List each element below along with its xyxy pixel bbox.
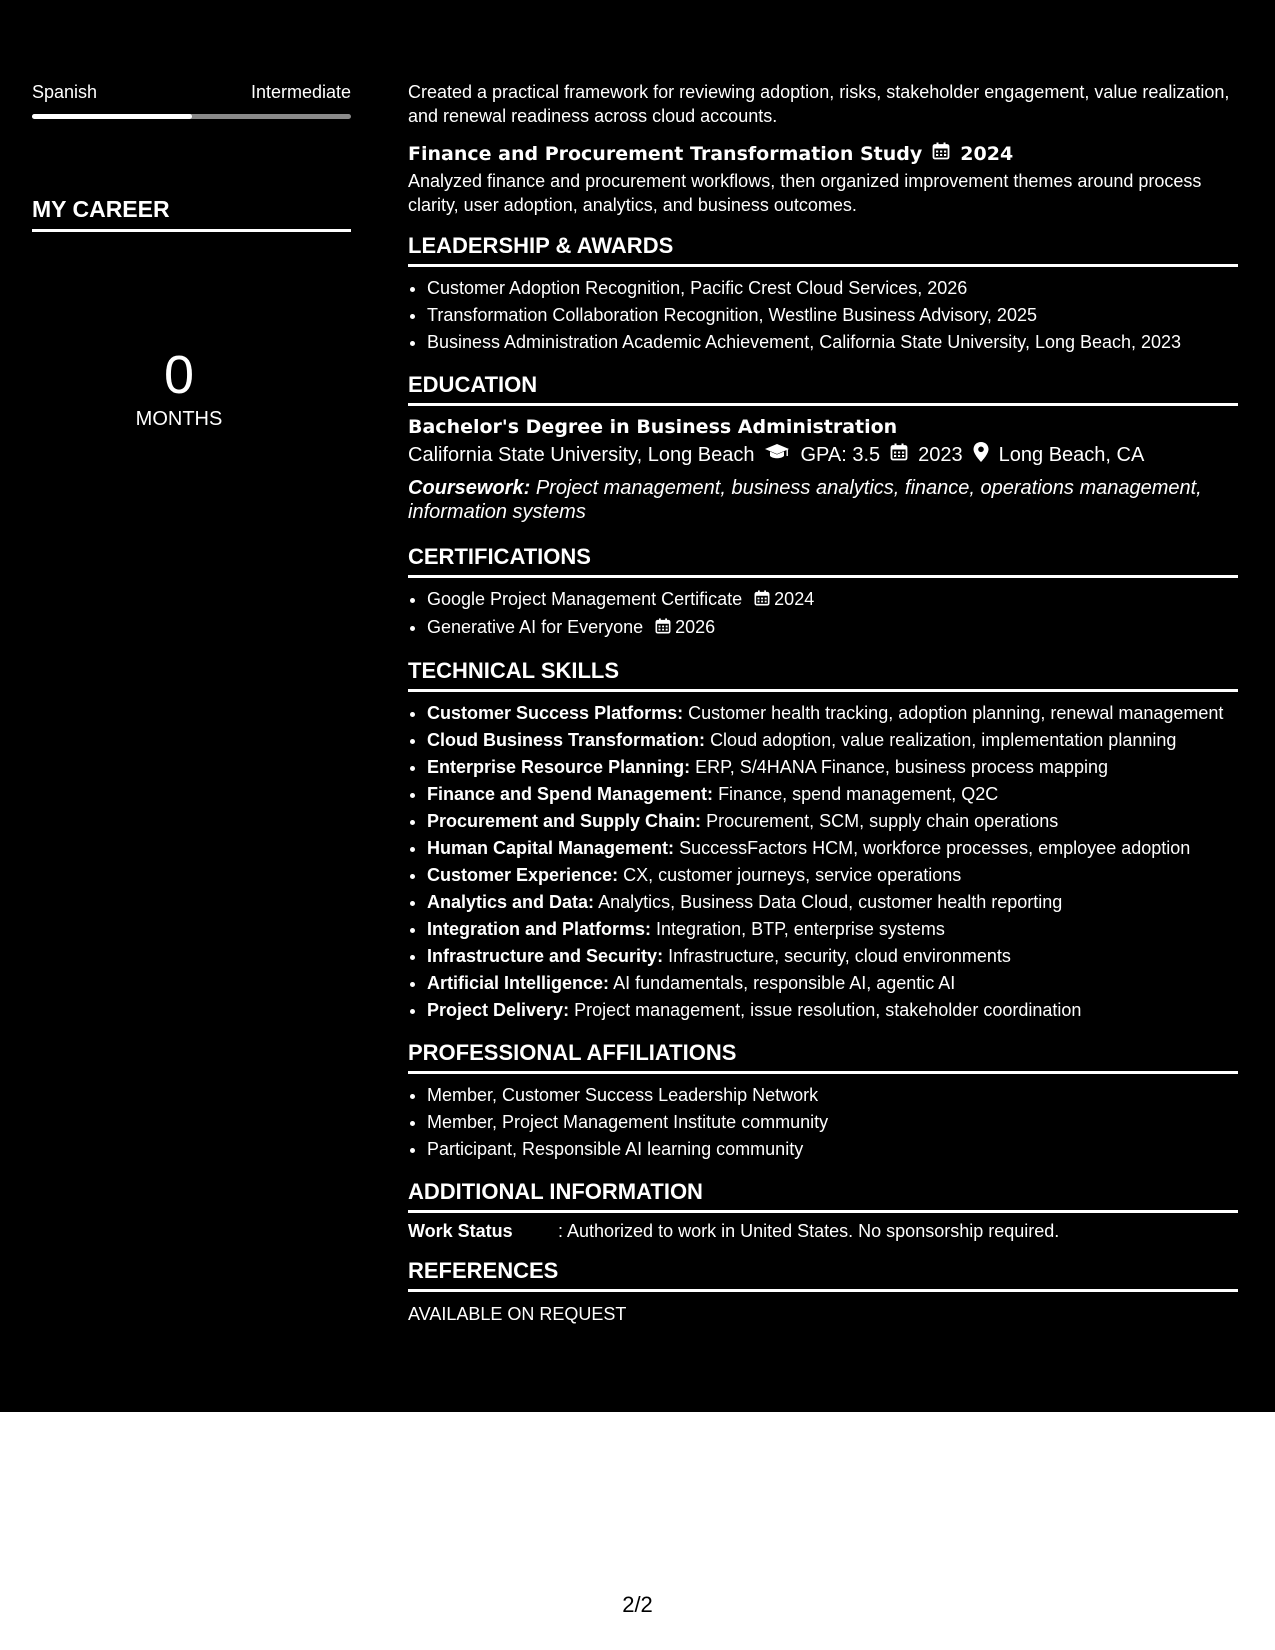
certification-year: 2026 <box>675 616 716 637</box>
skill-text: Analytics, Business Data Cloud, customer health reporting <box>598 891 1063 912</box>
career-count: 0 <box>163 345 195 405</box>
references-text: AVAILABLE ON REQUEST <box>408 1303 627 1324</box>
skill-label: Project Delivery: <box>427 999 570 1020</box>
skills-heading: TECHNICAL SKILLS <box>408 658 1238 692</box>
page-number: 2/2 <box>622 1592 653 1617</box>
skill-label: Cloud Business Transformation: <box>427 729 706 750</box>
skill-item <box>427 727 1238 754</box>
skill-label: Artificial Intelligence: <box>427 972 610 993</box>
project-title: Finance and Procurement Transformation Study <box>408 142 923 165</box>
education-coursework <box>408 476 1238 524</box>
language-name: Spanish <box>32 82 98 102</box>
skill-item <box>427 916 1238 943</box>
language-row <box>32 82 351 103</box>
skill-label: Analytics and Data: <box>427 891 595 912</box>
skill-text: ERP, S/4HANA Finance, business process mapping <box>695 756 1108 777</box>
education-school: California State University, Long Beach <box>408 443 755 466</box>
work-status-label: Work Status <box>408 1220 513 1241</box>
calendar-icon <box>655 615 671 642</box>
skill-item <box>427 997 1238 1024</box>
skill-item <box>427 700 1238 727</box>
education-gpa: GPA: 3.5 <box>800 443 881 466</box>
affiliation-item: • Participant, Responsible AI learning community <box>427 1136 1238 1163</box>
skill-item <box>427 862 1238 889</box>
graduation-cap-icon <box>764 443 790 467</box>
certifications-list <box>408 586 1238 642</box>
skill-item <box>427 970 1238 997</box>
education-location: Long Beach, CA <box>998 443 1145 466</box>
affiliation-item: • Member, Project Management Institute community <box>427 1109 1238 1136</box>
skill-text: Cloud adoption, value realization, implementation planning <box>710 729 1177 750</box>
skill-label: Finance and Spend Management: <box>427 783 714 804</box>
education-degree: Bachelor's Degree in Business Administration <box>408 416 898 438</box>
language-proficiency-bar <box>32 114 351 119</box>
awards-heading: LEADERSHIP & AWARDS <box>408 233 1238 267</box>
skill-item <box>427 808 1238 835</box>
skill-item <box>427 835 1238 862</box>
skill-text: AI fundamentals, responsible AI, agentic AI <box>613 972 956 993</box>
education-heading: EDUCATION <box>408 372 1238 406</box>
calendar-icon <box>890 443 908 467</box>
awards-list <box>408 275 1238 356</box>
skill-item <box>427 754 1238 781</box>
project-title-row <box>408 142 1238 165</box>
award-item: • Transformation Collaboration Recognition, Westline Business Advisory, 2025 <box>427 302 1238 329</box>
sidebar <box>0 0 380 1412</box>
skill-label: Customer Experience: <box>427 864 619 885</box>
skill-label: Human Capital Management: <box>427 837 675 858</box>
career-heading: MY CAREER <box>32 196 351 232</box>
skill-label: Enterprise Resource Planning: <box>427 756 691 777</box>
affiliations-heading: PROFESSIONAL AFFILIATIONS <box>408 1040 1238 1074</box>
skill-text: Finance, spend management, Q2C <box>718 783 999 804</box>
award-item: • Business Administration Academic Achievement, California State University, Long Beach, 2023 <box>427 329 1238 356</box>
skill-item <box>427 889 1238 916</box>
work-status-value: : Authorized to work in United States. No sponsorship required. <box>558 1220 1060 1241</box>
coursework-label: Coursework: <box>408 477 531 499</box>
career-unit: MONTHS <box>135 408 223 430</box>
language-proficiency-fill <box>32 114 192 119</box>
coursework-text: Project management, business analytics, finance, operations management, information systems <box>408 477 1202 523</box>
affiliation-item: • Member, Customer Success Leadership Network <box>427 1082 1238 1109</box>
education-meta <box>408 442 1238 468</box>
skill-text: Infrastructure, security, cloud environments <box>668 945 1011 966</box>
project-year: 2024 <box>960 142 1014 165</box>
affiliations-list <box>408 1082 1238 1163</box>
skill-text: Customer health tracking, adoption planning, renewal management <box>688 702 1224 723</box>
skill-text: CX, customer journeys, service operations <box>623 864 962 885</box>
references-heading: REFERENCES <box>408 1258 1238 1292</box>
certifications-heading: CERTIFICATIONS <box>408 544 1238 578</box>
map-pin-icon <box>973 442 989 468</box>
skill-label: Infrastructure and Security: <box>427 945 664 966</box>
skill-label: Integration and Platforms: <box>427 918 652 939</box>
skill-text: Integration, BTP, enterprise systems <box>656 918 945 939</box>
skill-item <box>427 781 1238 808</box>
skills-list <box>408 700 1238 1024</box>
calendar-icon <box>754 587 770 614</box>
certification-year: 2024 <box>774 589 815 609</box>
skill-item <box>427 943 1238 970</box>
project-description: Analyzed finance and procurement workflows, then organized improvement themes around process clarity, user adoption, analytics, and business outcomes. <box>408 171 1202 215</box>
certification-item <box>427 614 1238 642</box>
skill-label: Procurement and Supply Chain: <box>427 810 702 831</box>
skill-text: Project management, issue resolution, stakeholder coordination <box>574 999 1082 1020</box>
certification-name: Generative AI for Everyone <box>427 616 644 637</box>
certification-item <box>427 586 1238 614</box>
calendar-icon <box>932 142 950 165</box>
skill-text: Procurement, SCM, supply chain operations <box>706 810 1059 831</box>
additional-info-heading: ADDITIONAL INFORMATION <box>408 1179 1238 1213</box>
award-item: • Customer Adoption Recognition, Pacific Crest Cloud Services, 2026 <box>427 275 1238 302</box>
certification-name: Google Project Management Certificate <box>427 589 743 609</box>
work-status-row <box>408 1221 1238 1242</box>
language-level: Intermediate <box>250 82 351 102</box>
skill-label: Customer Success Platforms: <box>427 702 684 723</box>
intro-text: Created a practical framework for reviewing adoption, risks, stakeholder engagement, value realization, and renewal readiness across cloud accounts. <box>408 82 1230 126</box>
main-column <box>380 0 1275 1412</box>
education-year: 2023 <box>918 443 963 466</box>
skill-text: SuccessFactors HCM, workforce processes, employee adoption <box>679 837 1191 858</box>
